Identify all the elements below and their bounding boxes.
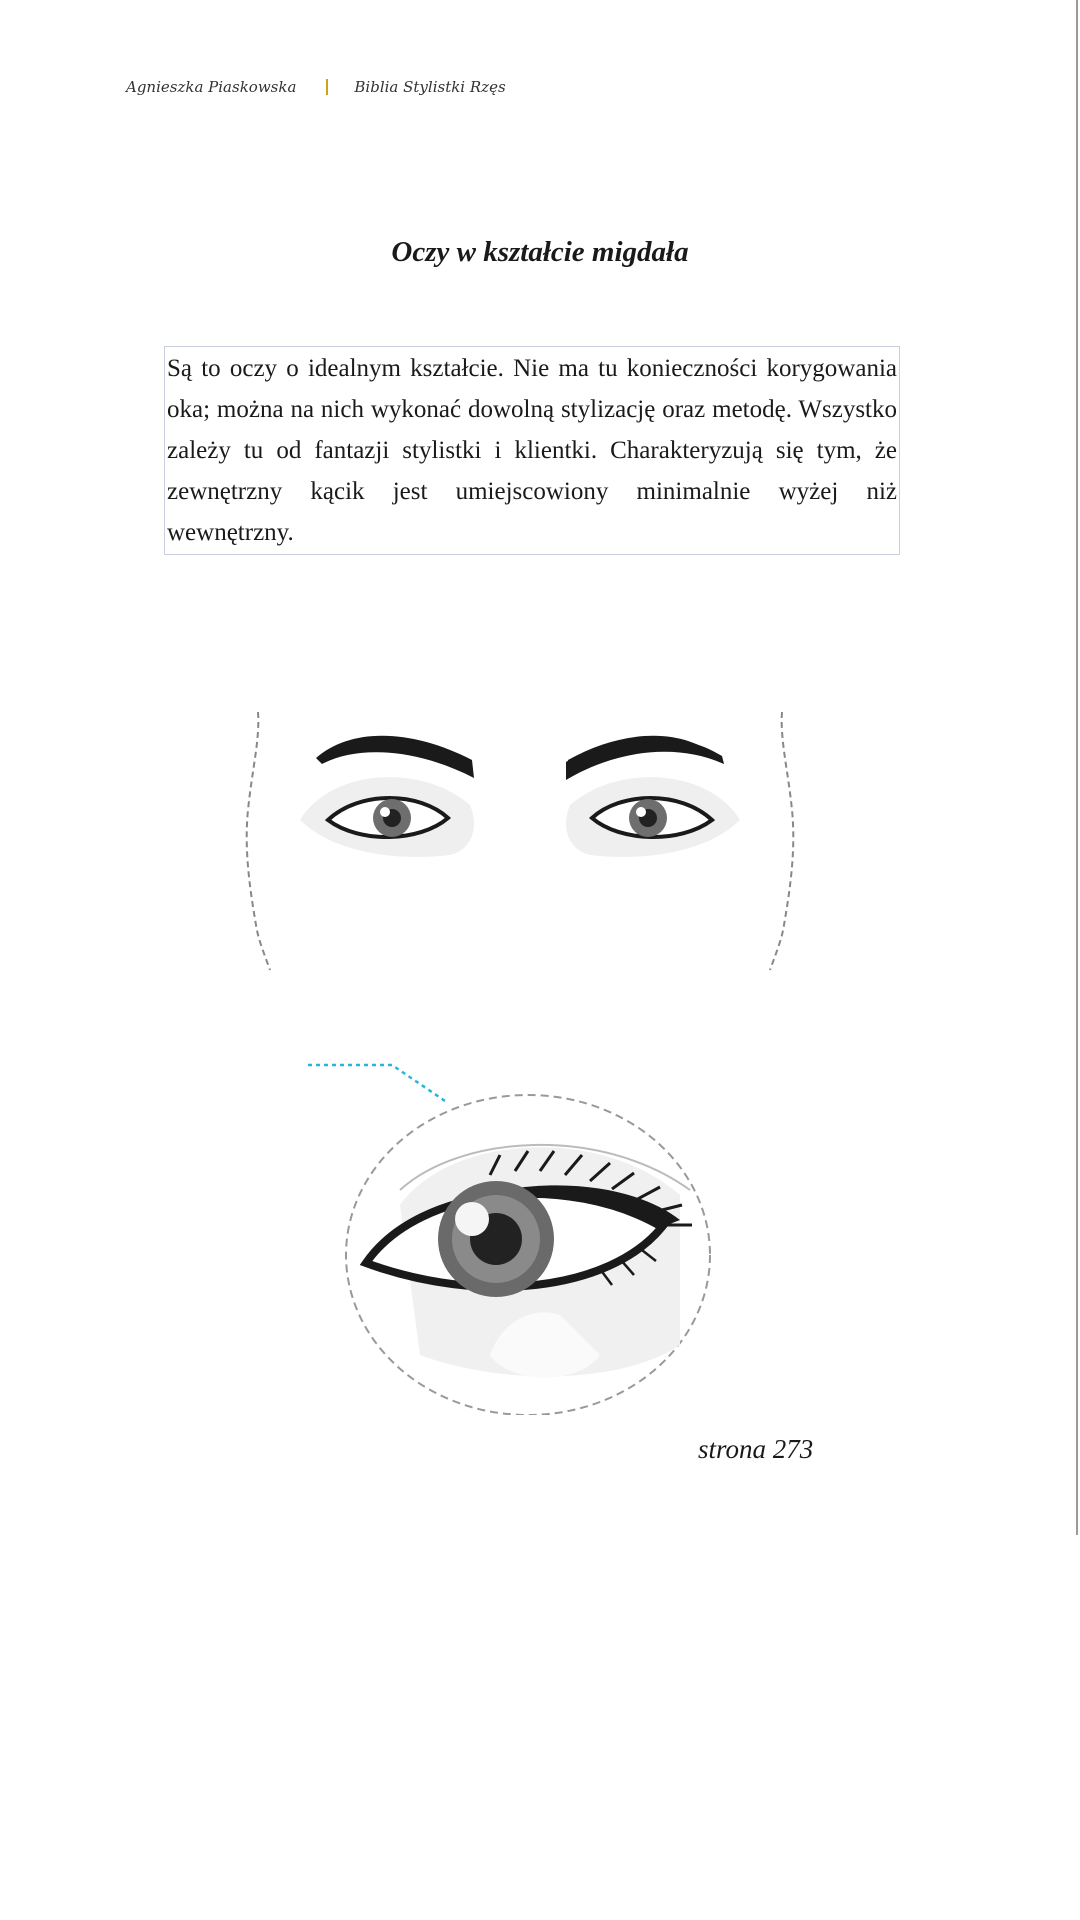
eye-closeup-illustration (300, 1055, 740, 1415)
face-outline-right (770, 712, 793, 970)
face-outline-left (247, 712, 270, 970)
iris (438, 1181, 554, 1297)
right-eyebrow (566, 736, 724, 780)
header-separator (326, 79, 328, 95)
right-eye (566, 777, 740, 857)
running-header (126, 78, 506, 96)
page-title: Oczy w kształcie migdała (391, 236, 689, 268)
left-eyebrow (316, 736, 474, 778)
face-illustration (230, 700, 810, 980)
body-paragraph: Są to oczy o idealnym kształcie. Nie ma tu konieczności korygowania oka; można na nich wykonać dowolną stylizację oraz metodę. Wszystko zależy tu od fantazji stylistki i klientki. Charakteryzują się tym, że zewnętrzny kącik jest umiejscowiony minimalnie wyżej niż wewnętrzny. (164, 346, 900, 555)
left-eye (300, 777, 474, 857)
page-number: strona 273 (698, 1434, 814, 1464)
page-edge (1076, 0, 1078, 1535)
callout-line (308, 1065, 448, 1103)
header-book-title: Biblia Stylistki Rzęs (354, 78, 506, 96)
header-author: Agnieszka Piaskowska (126, 78, 297, 96)
